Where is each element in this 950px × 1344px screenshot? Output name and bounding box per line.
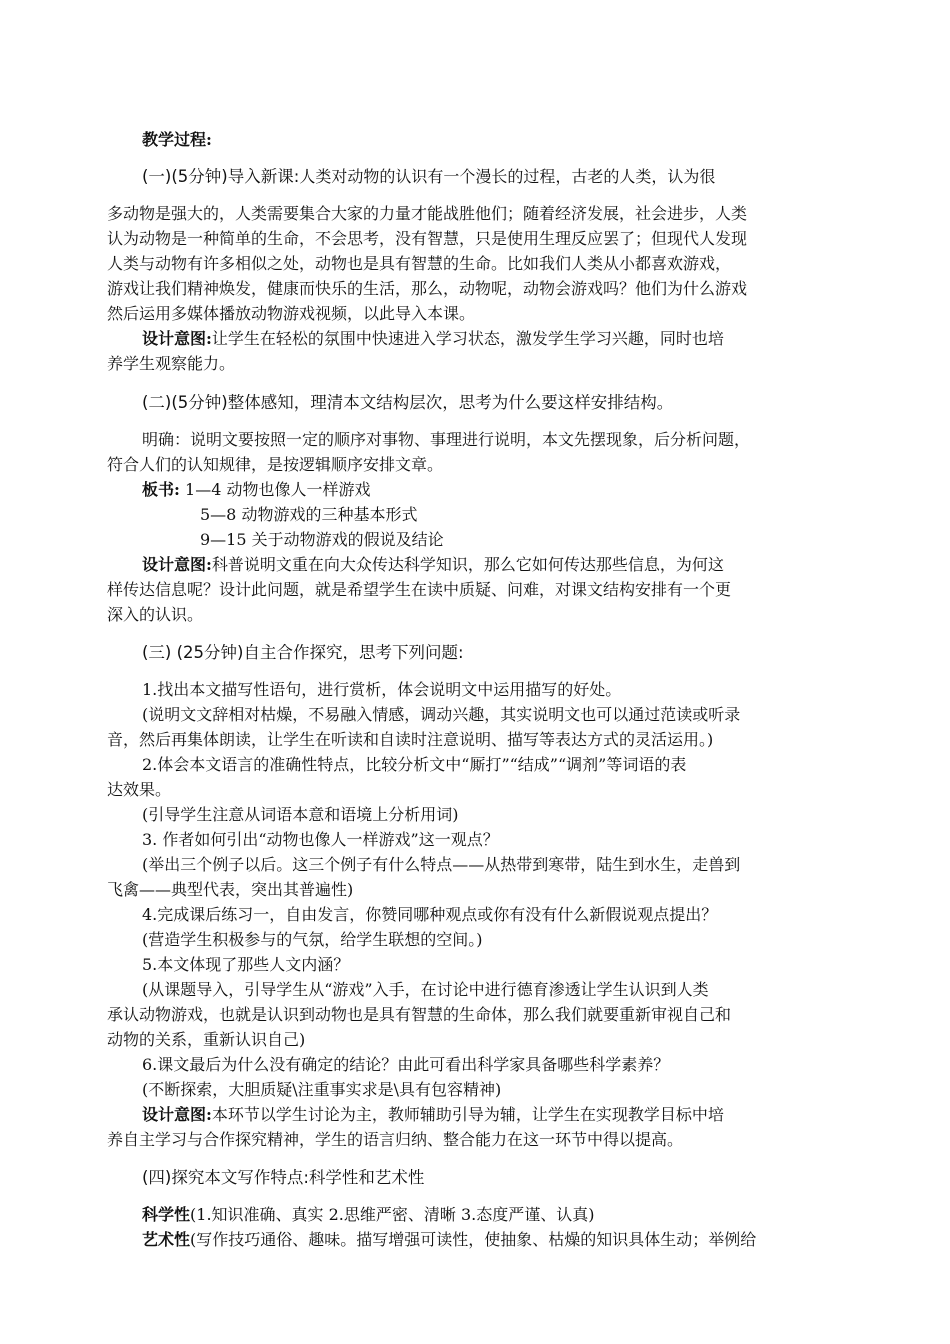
- question-2-line-1: 2.体会本文语言的准确性特点，比较分析文中“厮打”“结成”“调剂”等词语的表: [142, 755, 687, 774]
- section-4-heading: (四)探究本文写作特点:科学性和艺术性: [142, 1168, 425, 1187]
- section-1-line-1: [142, 166, 882, 188]
- page-title: 教学过程:: [142, 130, 212, 149]
- answer-2: (引导学生注意从词语本意和语境上分析用词): [142, 805, 459, 824]
- section-1-line-6: 然后运用多媒体播放动物游戏视频，以此导入本课。: [107, 304, 476, 323]
- artistic-label: 艺术性: [142, 1230, 191, 1249]
- intent-label: 设计意图:: [142, 1105, 212, 1124]
- section-1-heading: (一)(5分钟)导入新课:: [142, 167, 300, 186]
- section-2-intent: [142, 554, 882, 576]
- answer-5-line-2: 承认动物游戏，也就是认识到动物也是具有智慧的生命体，那么我们就要重新审视自己和: [107, 1005, 732, 1024]
- intent-label: 设计意图:: [142, 329, 212, 348]
- section-3-intent-line-2: 养自主学习与合作探究精神，学生的语言归纳、整合能力在这一环节中得以提高。: [107, 1130, 684, 1149]
- question-3: 3. 作者如何引出“动物也像人一样游戏”这一观点？: [142, 830, 499, 849]
- answer-1-line-1: (说明文文辞相对枯燥，不易融入情感，调动兴趣，其实说明文也可以通过范读或听录: [142, 705, 741, 724]
- intent-text: 本环节以学生讨论为主，教师辅助引导为辅，让学生在实现教学目标中培: [211, 1105, 724, 1124]
- board-item-3: 9—15 关于动物游戏的假说及结论: [200, 530, 444, 549]
- answer-4: (营造学生积极参与的气氛，给学生联想的空间。): [142, 930, 483, 949]
- section-2-intent-line-2: 样传达信息呢？设计此问题，就是希望学生在读中质疑、问难，对课文结构安排有一个更: [107, 580, 732, 599]
- intent-text: 让学生在轻松的氛围中快速进入学习状态，激发学生学习兴趣，同时也培: [211, 329, 724, 348]
- board-line-1: [142, 479, 882, 501]
- section-1-intent-line-2: 养学生观察能力。: [107, 354, 236, 373]
- section-2-line-2: 符合人们的认知规律，是按逻辑顺序安排文章。: [107, 455, 444, 474]
- question-5: 5.本文体现了那些人文内涵？: [142, 955, 350, 974]
- question-2-line-2: 达效果。: [107, 780, 172, 799]
- board-item-2: 5—8 动物游戏的三种基本形式: [200, 505, 418, 524]
- section-3-heading: (三) (25分钟)自主合作探究，思考下列问题:: [142, 643, 464, 662]
- board-item-1: 1—4 动物也像人一样游戏: [185, 480, 371, 499]
- section-1-line-4: 人类与动物有许多相似之处，动物也是具有智慧的生命。比如我们人类从小都喜欢游戏，: [107, 254, 732, 273]
- artistic-text: (写作技巧通俗、趣味。描写增强可读性，使抽象、枯燥的知识具体生动；举例给: [190, 1230, 757, 1249]
- question-4: 4.完成课后练习一，自由发言，你赞同哪种观点或你有没有什么新假说观点提出？: [142, 905, 718, 924]
- artistic-line: [142, 1229, 882, 1251]
- board-label: 板书:: [142, 480, 180, 499]
- section-1-intent: [142, 328, 882, 350]
- answer-6: (不断探索，大胆质疑\注重事实求是\具有包容精神): [142, 1080, 502, 1099]
- scientific-line: [142, 1204, 882, 1226]
- section-1-line-3: 认为动物是一种简单的生命，不会思考，没有智慧，只是使用生理反应罢了；但现代人发现: [107, 229, 748, 248]
- section-2-heading: (二)(5分钟)整体感知，理清本文结构层次，思考为什么要这样安排结构。: [142, 393, 674, 412]
- section-2-intent-line-3: 深入的认识。: [107, 605, 204, 624]
- answer-5-line-1: (从课题导入，引导学生从“游戏”入手，在讨论中进行德育渗透让学生认识到人类: [142, 980, 709, 999]
- answer-3-line-2: 飞禽——典型代表，突出其普遍性): [107, 880, 354, 899]
- section-1-text: 人类对动物的认识有一个漫长的过程，古老的人类，认为很: [299, 167, 716, 186]
- scientific-label: 科学性: [142, 1205, 191, 1224]
- intent-label: 设计意图:: [142, 555, 212, 574]
- question-1: 1.找出本文描写性语句，进行赏析，体会说明文中运用描写的好处。: [142, 680, 622, 699]
- scientific-text: (1.知识准确、真实 2.思维严密、清晰 3.态度严谨、认真): [190, 1205, 595, 1224]
- intent-text: 科普说明文重在向大众传达科学知识，那么它如何传达那些信息，为何这: [211, 555, 724, 574]
- answer-1-line-2: 音，然后再集体朗读，让学生在听读和自读时注意说明、描写等表达方式的灵活运用。): [107, 730, 714, 749]
- answer-5-line-3: 动物的关系，重新认识自己): [107, 1030, 306, 1049]
- question-6: 6.课文最后为什么没有确定的结论？由此可看出科学家具备哪些科学素养？: [142, 1055, 670, 1074]
- section-2-line-1: 明确：说明文要按照一定的顺序对事物、事理进行说明，本文先摆现象，后分析问题，: [142, 430, 751, 449]
- answer-3-line-1: (举出三个例子以后。这三个例子有什么特点——从热带到寒带，陆生到水生，走兽到: [142, 855, 741, 874]
- section-1-line-2: 多动物是强大的，人类需要集合大家的力量才能战胜他们；随着经济发展，社会进步，人类: [107, 204, 748, 223]
- section-3-intent: [142, 1104, 882, 1126]
- section-1-line-5: 游戏让我们精神焕发，健康而快乐的生活，那么，动物呢，动物会游戏吗？他们为什么游戏: [107, 279, 748, 298]
